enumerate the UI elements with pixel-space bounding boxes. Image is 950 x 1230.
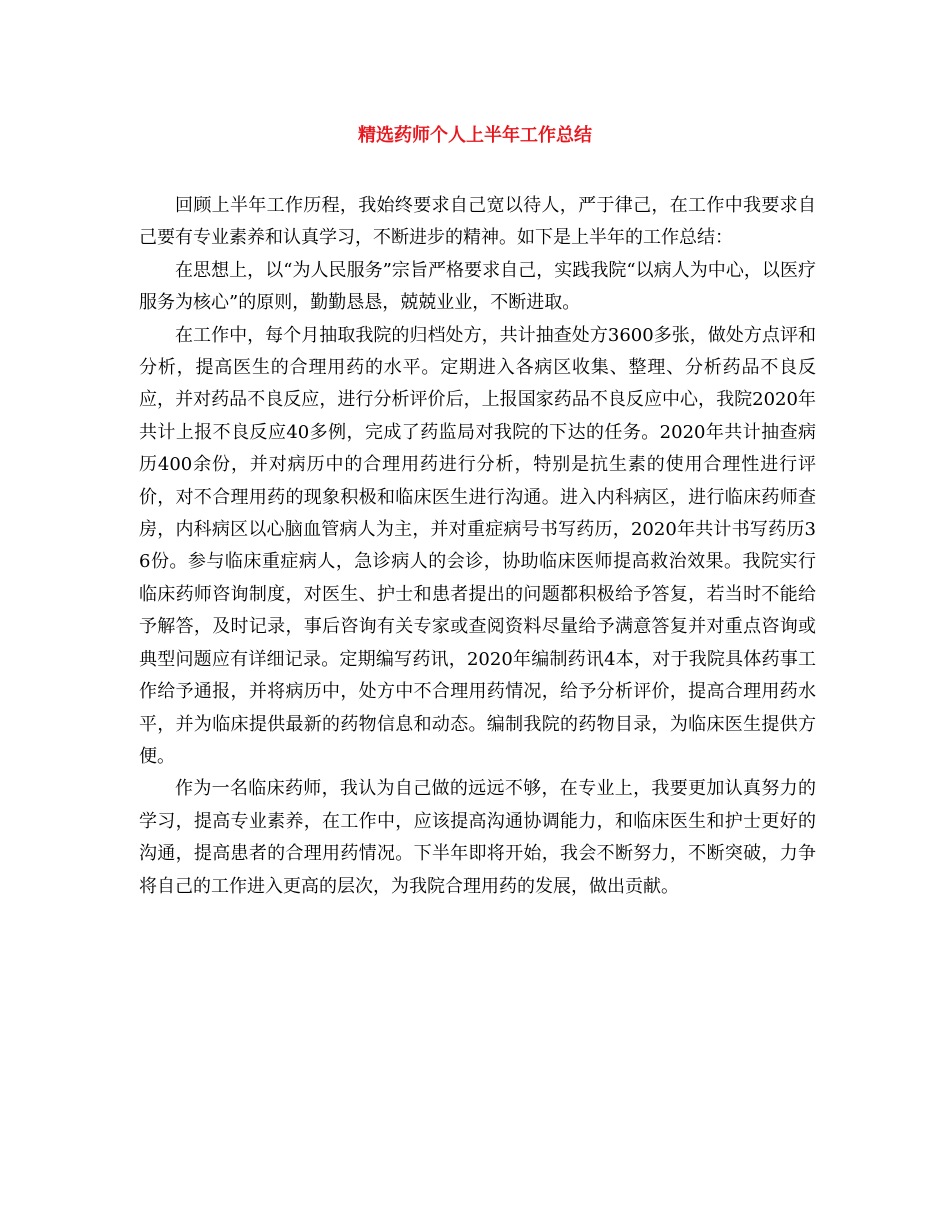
paragraph-ideology: 在思想上，以“为人民服务”宗旨严格要求自己，实践我院“以病人为中心，以医疗服务为核心”的原则，勤勤恳恳，兢兢业业，不断进取。 [139,259,816,314]
document-body [139,190,816,903]
paragraph-work: 在工作中，每个月抽取我院的归档处方，共计抽查处方3600多张，做处方点评和分析，提高医生的合理用药的水平。定期进入各病区收集、整理、分析药品不良反应，并对药品不良反应，进行分析评价后，上报国家药品不良反应中心，我院2020年共计上报不良反应40多例，完成了药监局对我院的下达的任务。2020年共计抽查病历400余份，并对病历中的合理用药进行分析，特别是抗生素的使用合理性进行评价，对不合理用药的现象积极和临床医生进行沟通。进入内科病区，进行临床药师查房，内科病区以心脑血管病人为主，并对重症病号书写药历，2020年共计书写药历36份。参与临床重症病人，急诊病人的会诊，协助临床医师提高救治效果。我院实行临床药师咨询制度，对医生、护士和患者提出的问题都积极给予答复，若当时不能给予解答，及时记录，事后咨询有关专家或查阅资料尽量给予满意答复并对重点咨询或典型问题应有详细记录。定期编写药讯，2020年编制药讯4本，对于我院具体药事工作给予通报，并将病历中，处方中不合理用药情况，给予分析评价，提高合理用药水平，并为临床提供最新的药物信息和动态。编制我院的药物目录，为临床医生提供方便。 [139,324,816,767]
paragraph-outlook: 作为一名临床药师，我认为自己做的远远不够，在专业上，我要更加认真努力的学习，提高专业素养，在工作中，应该提高沟通协调能力，和临床医生和护士更好的沟通，提高患者的合理用药情况。下半年即将开始，我会不断努力，不断突破，力争将自己的工作进入更高的层次，为我院合理用药的发展，做出贡献。 [139,778,816,897]
paragraph-intro: 回顾上半年工作历程，我始终要求自己宽以待人，严于律己，在工作中我要求自己要有专业素养和认真学习，不断进步的精神。如下是上半年的工作总结： [139,195,816,249]
document-title: 精选药师个人上半年工作总结 [358,125,592,146]
